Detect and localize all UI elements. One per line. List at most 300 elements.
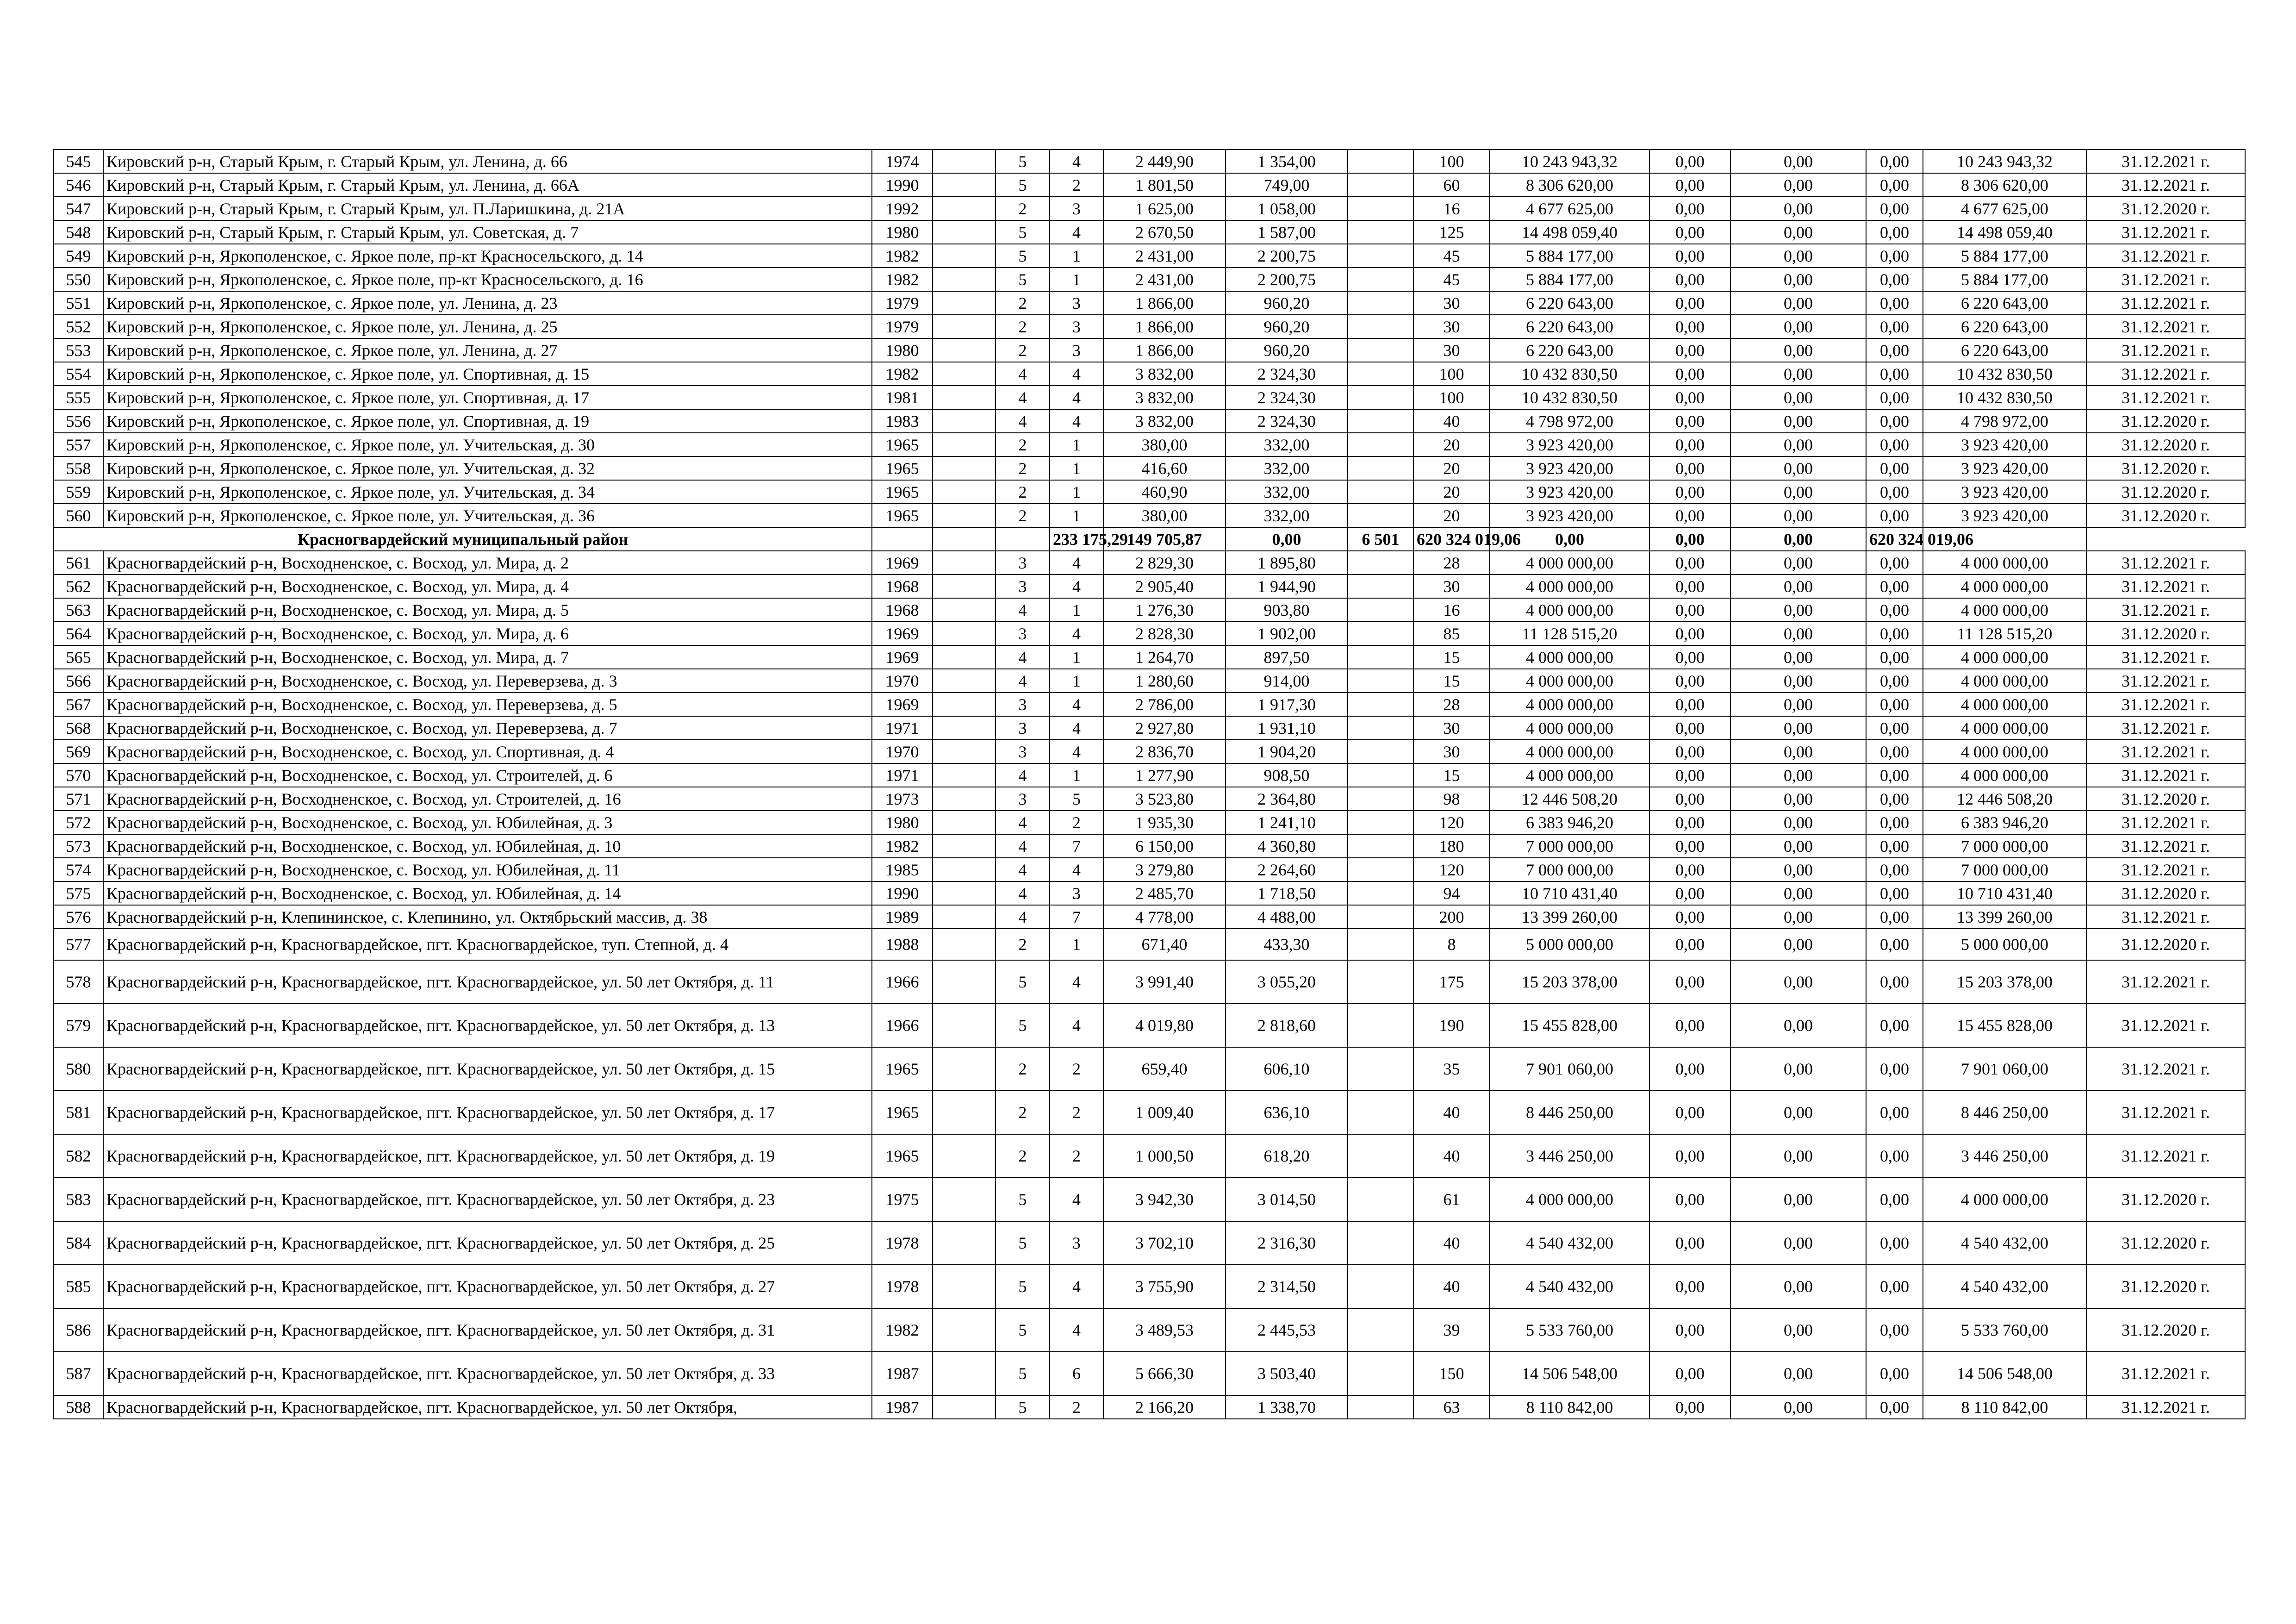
total-area-cell: 2 485,70 (1103, 881, 1226, 905)
table-row (54, 1221, 2245, 1265)
residents-cell: 45 (1413, 268, 1490, 291)
living-area-cell: 1 895,80 (1226, 551, 1348, 575)
floors-cell: 3 (996, 787, 1050, 811)
row-number-cell: 583 (54, 1178, 103, 1221)
year-built-cell: 1981 (872, 386, 933, 409)
deadline-cell: 31.12.2021 г. (2086, 315, 2245, 338)
row-number-cell: 550 (54, 268, 103, 291)
fund-share-cell: 0,00 (1649, 1047, 1730, 1091)
row-number-cell: 573 (54, 834, 103, 858)
total-area-cell: 659,40 (1103, 1047, 1226, 1091)
total-cost-cell: 6 220 643,00 (1490, 315, 1649, 338)
year-built-cell: 1978 (872, 1221, 933, 1265)
total-area-cell: 3 702,10 (1103, 1221, 1226, 1265)
non-residential-area-cell (1348, 645, 1413, 669)
entrances-cell: 7 (1050, 834, 1103, 858)
living-area-cell: 606,10 (1226, 1047, 1348, 1091)
floors-cell: 4 (996, 669, 1050, 693)
regional-budget-cell: 0,00 (1730, 1134, 1866, 1178)
floors-cell: 5 (996, 1004, 1050, 1047)
address-cell: Кировский р-н, Старый Крым, г. Старый Крым, ул. Советская, д. 7 (103, 220, 872, 244)
year-built-cell: 1982 (872, 834, 933, 858)
local-budget-cell: 0,00 (1866, 598, 1923, 622)
living-area-cell: 1 904,20 (1226, 740, 1348, 763)
year-built-cell: 1988 (872, 929, 933, 960)
fund-share-cell: 0,00 (1649, 693, 1730, 716)
local-budget-cell: 0,00 (1866, 1178, 1923, 1221)
regional-budget-cell: 0,00 (1730, 197, 1866, 220)
entrances-cell: 4 (1050, 740, 1103, 763)
year-commissioned-cell (933, 693, 996, 716)
year-commissioned-cell (933, 173, 996, 197)
residents-cell: 63 (1413, 1395, 1490, 1419)
non-residential-area-cell (1348, 1221, 1413, 1265)
total-area-cell: 4 778,00 (1103, 905, 1226, 929)
deadline-cell: 31.12.2020 г. (2086, 480, 2245, 504)
fund-share-cell: 0,00 (1649, 811, 1730, 834)
local-budget-cell: 0,00 (1866, 858, 1923, 881)
regional-budget-cell: 0,00 (1730, 409, 1866, 433)
residents-cell: 20 (1413, 504, 1490, 527)
entrances-cell: 4 (1050, 1308, 1103, 1352)
total-cost-cell: 4 000 000,00 (1490, 763, 1649, 787)
owners-funds-cell: 4 000 000,00 (1923, 575, 2086, 598)
total-cost-cell: 6 220 643,00 (1490, 338, 1649, 362)
residents-cell: 120 (1413, 811, 1490, 834)
address-cell: Красногвардейский р-н, Восходненское, с. Восход, ул. Юбилейная, д. 11 (103, 858, 872, 881)
total-area-cell: 2 431,00 (1103, 268, 1226, 291)
owners-funds-cell: 10 432 830,50 (1923, 386, 2086, 409)
entrances-cell: 3 (1050, 197, 1103, 220)
local-budget-cell: 0,00 (1866, 905, 1923, 929)
owners-funds-cell: 4 677 625,00 (1923, 197, 2086, 220)
fund-share-cell: 0,00 (1649, 504, 1730, 527)
total-area-cell: 1 625,00 (1103, 197, 1226, 220)
year-built-cell: 1979 (872, 291, 933, 315)
row-number-cell: 564 (54, 622, 103, 645)
row-number-cell: 548 (54, 220, 103, 244)
entrances-cell: 1 (1050, 480, 1103, 504)
local-budget-cell: 0,00 (1866, 1308, 1923, 1352)
residents-cell: 15 (1413, 763, 1490, 787)
residents-cell: 100 (1413, 150, 1490, 173)
total-area-cell: 2 905,40 (1103, 575, 1226, 598)
non-residential-area-cell (1348, 551, 1413, 575)
fund-share-cell: 0,00 (1649, 929, 1730, 960)
row-number-cell: 580 (54, 1047, 103, 1091)
table-row (54, 504, 2245, 527)
non-residential-area-cell (1348, 669, 1413, 693)
owners-funds-cell: 13 399 260,00 (1923, 905, 2086, 929)
floors-cell: 5 (996, 150, 1050, 173)
year-commissioned-cell (933, 1352, 996, 1395)
year-built-cell: 1990 (872, 173, 933, 197)
local-budget-cell: 0,00 (1866, 787, 1923, 811)
year-commissioned-cell (933, 811, 996, 834)
year-commissioned-cell (933, 551, 996, 575)
living-area-cell: 960,20 (1226, 315, 1348, 338)
fund-share-cell: 0,00 (1649, 433, 1730, 456)
table-row (54, 787, 2245, 811)
fund-share-cell: 0,00 (1649, 291, 1730, 315)
year-commissioned-cell (933, 220, 996, 244)
entrances-cell: 1 (1050, 456, 1103, 480)
row-number-cell: 575 (54, 881, 103, 905)
local-budget-cell: 0,00 (1866, 362, 1923, 386)
total-area-cell: 3 489,53 (1103, 1308, 1226, 1352)
total-cost-cell: 3 923 420,00 (1490, 433, 1649, 456)
section-total-cell: 0,00 (1730, 527, 1866, 551)
year-commissioned-cell (933, 669, 996, 693)
address-cell: Красногвардейский р-н, Красногвардейское, пгт. Красногвардейское, ул. 50 лет Октября, д. 33 (103, 1352, 872, 1395)
fund-share-cell: 0,00 (1649, 386, 1730, 409)
local-budget-cell: 0,00 (1866, 716, 1923, 740)
floors-cell: 2 (996, 338, 1050, 362)
local-budget-cell: 0,00 (1866, 480, 1923, 504)
floors-cell: 5 (996, 1178, 1050, 1221)
row-number-cell: 553 (54, 338, 103, 362)
total-cost-cell: 11 128 515,20 (1490, 622, 1649, 645)
total-cost-cell: 8 446 250,00 (1490, 1091, 1649, 1134)
local-budget-cell: 0,00 (1866, 433, 1923, 456)
floors-cell: 3 (996, 740, 1050, 763)
address-cell: Кировский р-н, Яркополенское, с. Яркое поле, ул. Учительская, д. 36 (103, 504, 872, 527)
living-area-cell: 2 445,53 (1226, 1308, 1348, 1352)
total-area-cell: 2 166,20 (1103, 1395, 1226, 1419)
table-row (54, 362, 2245, 386)
local-budget-cell: 0,00 (1866, 1091, 1923, 1134)
fund-share-cell: 0,00 (1649, 1004, 1730, 1047)
total-cost-cell: 4 000 000,00 (1490, 1178, 1649, 1221)
entrances-cell: 2 (1050, 173, 1103, 197)
fund-share-cell: 0,00 (1649, 456, 1730, 480)
total-cost-cell: 4 000 000,00 (1490, 575, 1649, 598)
non-residential-area-cell (1348, 834, 1413, 858)
year-commissioned-cell (933, 575, 996, 598)
table-row (54, 960, 2245, 1004)
row-number-cell: 569 (54, 740, 103, 763)
row-number-cell: 554 (54, 362, 103, 386)
year-built-cell: 1983 (872, 409, 933, 433)
living-area-cell: 2 324,30 (1226, 409, 1348, 433)
total-area-cell: 2 828,30 (1103, 622, 1226, 645)
floors-cell: 2 (996, 291, 1050, 315)
table-row (54, 881, 2245, 905)
year-built-cell: 1989 (872, 905, 933, 929)
total-cost-cell: 14 498 059,40 (1490, 220, 1649, 244)
local-budget-cell: 0,00 (1866, 197, 1923, 220)
entrances-cell: 2 (1050, 1047, 1103, 1091)
table-row (54, 575, 2245, 598)
section-total-cell: 233 175,29 (1050, 527, 1103, 551)
address-cell: Красногвардейский р-н, Красногвардейское, пгт. Красногвардейское, ул. 50 лет Октября, д. 15 (103, 1047, 872, 1091)
living-area-cell: 3 055,20 (1226, 960, 1348, 1004)
owners-funds-cell: 11 128 515,20 (1923, 622, 2086, 645)
section-total-cell: 0,00 (1490, 527, 1649, 551)
floors-cell: 4 (996, 598, 1050, 622)
living-area-cell: 433,30 (1226, 929, 1348, 960)
total-area-cell: 1 280,60 (1103, 669, 1226, 693)
residents-cell: 15 (1413, 669, 1490, 693)
deadline-cell: 31.12.2021 г. (2086, 575, 2245, 598)
living-area-cell: 914,00 (1226, 669, 1348, 693)
regional-budget-cell: 0,00 (1730, 645, 1866, 669)
residents-cell: 30 (1413, 315, 1490, 338)
year-built-cell: 1985 (872, 858, 933, 881)
year-commissioned-cell (933, 409, 996, 433)
local-budget-cell: 0,00 (1866, 1221, 1923, 1265)
total-area-cell: 3 523,80 (1103, 787, 1226, 811)
total-cost-cell: 7 901 060,00 (1490, 1047, 1649, 1091)
entrances-cell: 4 (1050, 858, 1103, 881)
regional-budget-cell: 0,00 (1730, 787, 1866, 811)
entrances-cell: 6 (1050, 1352, 1103, 1395)
total-area-cell: 5 666,30 (1103, 1352, 1226, 1395)
regional-budget-cell: 0,00 (1730, 1004, 1866, 1047)
total-area-cell: 3 755,90 (1103, 1265, 1226, 1308)
regional-budget-cell: 0,00 (1730, 1352, 1866, 1395)
regional-budget-cell: 0,00 (1730, 1308, 1866, 1352)
residents-cell: 120 (1413, 858, 1490, 881)
fund-share-cell: 0,00 (1649, 1308, 1730, 1352)
row-number-cell: 558 (54, 456, 103, 480)
year-built-cell: 1969 (872, 645, 933, 669)
table-row (54, 220, 2245, 244)
year-commissioned-cell (933, 905, 996, 929)
year-built-cell: 1990 (872, 881, 933, 905)
local-budget-cell: 0,00 (1866, 386, 1923, 409)
year-commissioned-cell (933, 645, 996, 669)
entrances-cell: 4 (1050, 551, 1103, 575)
total-area-cell: 2 431,00 (1103, 244, 1226, 268)
entrances-cell: 1 (1050, 244, 1103, 268)
total-area-cell: 1 000,50 (1103, 1134, 1226, 1178)
total-cost-cell: 10 432 830,50 (1490, 362, 1649, 386)
total-area-cell: 1 935,30 (1103, 811, 1226, 834)
entrances-cell: 3 (1050, 338, 1103, 362)
owners-funds-cell: 12 446 508,20 (1923, 787, 2086, 811)
local-budget-cell: 0,00 (1866, 315, 1923, 338)
address-cell: Красногвардейский р-н, Восходненское, с. Восход, ул. Мира, д. 5 (103, 598, 872, 622)
floors-cell: 5 (996, 1352, 1050, 1395)
owners-funds-cell: 10 432 830,50 (1923, 362, 2086, 386)
address-cell: Красногвардейский р-н, Восходненское, с. Восход, ул. Юбилейная, д. 3 (103, 811, 872, 834)
regional-budget-cell: 0,00 (1730, 1047, 1866, 1091)
table-row (54, 669, 2245, 693)
regional-budget-cell: 0,00 (1730, 315, 1866, 338)
floors-cell: 5 (996, 220, 1050, 244)
address-cell: Кировский р-н, Яркополенское, с. Яркое поле, ул. Спортивная, д. 15 (103, 362, 872, 386)
residents-cell: 20 (1413, 456, 1490, 480)
table-row (54, 598, 2245, 622)
total-cost-cell: 3 446 250,00 (1490, 1134, 1649, 1178)
floors-cell: 4 (996, 362, 1050, 386)
fund-share-cell: 0,00 (1649, 598, 1730, 622)
year-commissioned-cell (933, 1178, 996, 1221)
fund-share-cell: 0,00 (1649, 622, 1730, 645)
fund-share-cell: 0,00 (1649, 1091, 1730, 1134)
regional-budget-cell: 0,00 (1730, 244, 1866, 268)
regional-budget-cell: 0,00 (1730, 291, 1866, 315)
non-residential-area-cell (1348, 173, 1413, 197)
address-cell: Красногвардейский р-н, Клепининское, с. Клепинино, ул. Октябрьский массив, д. 38 (103, 905, 872, 929)
floors-cell: 4 (996, 905, 1050, 929)
regional-budget-cell: 0,00 (1730, 858, 1866, 881)
owners-funds-cell: 7 000 000,00 (1923, 858, 2086, 881)
row-number-cell: 581 (54, 1091, 103, 1134)
non-residential-area-cell (1348, 740, 1413, 763)
deadline-cell: 31.12.2021 г. (2086, 645, 2245, 669)
table-row (54, 645, 2245, 669)
floors-cell: 4 (996, 763, 1050, 787)
residents-cell: 28 (1413, 693, 1490, 716)
table-row (54, 1395, 2245, 1419)
total-area-cell: 3 832,00 (1103, 409, 1226, 433)
owners-funds-cell: 10 710 431,40 (1923, 881, 2086, 905)
non-residential-area-cell (1348, 362, 1413, 386)
local-budget-cell: 0,00 (1866, 268, 1923, 291)
non-residential-area-cell (1348, 150, 1413, 173)
non-residential-area-cell (1348, 504, 1413, 527)
year-commissioned-cell (933, 763, 996, 787)
living-area-cell: 897,50 (1226, 645, 1348, 669)
section-total-cell: 0,00 (1649, 527, 1730, 551)
total-area-cell: 6 150,00 (1103, 834, 1226, 858)
year-built-cell: 1969 (872, 693, 933, 716)
total-area-cell: 416,60 (1103, 456, 1226, 480)
total-cost-cell: 8 110 842,00 (1490, 1395, 1649, 1419)
total-cost-cell: 4 798 972,00 (1490, 409, 1649, 433)
year-commissioned-cell (933, 1134, 996, 1178)
year-built-cell: 1968 (872, 598, 933, 622)
section-total-row (54, 527, 2245, 551)
address-cell: Кировский р-н, Старый Крым, г. Старый Крым, ул. Ленина, д. 66А (103, 173, 872, 197)
entrances-cell: 1 (1050, 504, 1103, 527)
row-number-cell: 556 (54, 409, 103, 433)
address-cell: Красногвардейский р-н, Красногвардейское, пгт. Красногвардейское, ул. 50 лет Октября, (103, 1395, 872, 1419)
table-row (54, 268, 2245, 291)
residents-cell: 94 (1413, 881, 1490, 905)
local-budget-cell: 0,00 (1866, 575, 1923, 598)
total-cost-cell: 7 000 000,00 (1490, 834, 1649, 858)
floors-cell: 5 (996, 1308, 1050, 1352)
owners-funds-cell: 4 000 000,00 (1923, 598, 2086, 622)
local-budget-cell: 0,00 (1866, 504, 1923, 527)
table-row (54, 811, 2245, 834)
floors-cell: 5 (996, 1265, 1050, 1308)
local-budget-cell: 0,00 (1866, 1134, 1923, 1178)
local-budget-cell: 0,00 (1866, 291, 1923, 315)
total-area-cell: 2 836,70 (1103, 740, 1226, 763)
total-cost-cell: 15 455 828,00 (1490, 1004, 1649, 1047)
owners-funds-cell: 4 000 000,00 (1923, 669, 2086, 693)
total-area-cell: 671,40 (1103, 929, 1226, 960)
regional-budget-cell: 0,00 (1730, 220, 1866, 244)
living-area-cell: 1 058,00 (1226, 197, 1348, 220)
table-row (54, 244, 2245, 268)
residents-cell: 150 (1413, 1352, 1490, 1395)
year-built-cell: 1966 (872, 960, 933, 1004)
total-area-cell: 1 276,30 (1103, 598, 1226, 622)
non-residential-area-cell (1348, 197, 1413, 220)
deadline-cell: 31.12.2021 г. (2086, 1091, 2245, 1134)
non-residential-area-cell (1348, 315, 1413, 338)
year-built-cell: 1965 (872, 1047, 933, 1091)
total-cost-cell: 10 243 943,32 (1490, 150, 1649, 173)
year-built-cell: 1980 (872, 811, 933, 834)
living-area-cell: 960,20 (1226, 338, 1348, 362)
regional-budget-cell: 0,00 (1730, 338, 1866, 362)
deadline-cell: 31.12.2021 г. (2086, 740, 2245, 763)
floors-cell: 2 (996, 1134, 1050, 1178)
floors-cell: 4 (996, 834, 1050, 858)
owners-funds-cell: 14 506 548,00 (1923, 1352, 2086, 1395)
year-commissioned-cell (933, 1395, 996, 1419)
living-area-cell: 1 902,00 (1226, 622, 1348, 645)
regional-budget-cell: 0,00 (1730, 362, 1866, 386)
owners-funds-cell: 4 000 000,00 (1923, 716, 2086, 740)
address-cell: Кировский р-н, Яркополенское, с. Яркое поле, ул. Спортивная, д. 19 (103, 409, 872, 433)
table-row (54, 197, 2245, 220)
entrances-cell: 4 (1050, 1265, 1103, 1308)
fund-share-cell: 0,00 (1649, 960, 1730, 1004)
address-cell: Красногвардейский р-н, Красногвардейское, пгт. Красногвардейское, туп. Степной, д. 4 (103, 929, 872, 960)
entrances-cell: 4 (1050, 575, 1103, 598)
non-residential-area-cell (1348, 1134, 1413, 1178)
year-built-cell: 1974 (872, 150, 933, 173)
residents-cell: 40 (1413, 1265, 1490, 1308)
fund-share-cell: 0,00 (1649, 905, 1730, 929)
residents-cell: 100 (1413, 362, 1490, 386)
row-number-cell: 545 (54, 150, 103, 173)
year-built-cell: 1965 (872, 504, 933, 527)
year-commissioned-cell (933, 622, 996, 645)
living-area-cell: 1 917,30 (1226, 693, 1348, 716)
residents-cell: 61 (1413, 1178, 1490, 1221)
fund-share-cell: 0,00 (1649, 716, 1730, 740)
total-cost-cell: 15 203 378,00 (1490, 960, 1649, 1004)
non-residential-area-cell (1348, 386, 1413, 409)
table-row (54, 315, 2245, 338)
section-total-cell: 620 324 019,06 (1413, 527, 1490, 551)
fund-share-cell: 0,00 (1649, 1265, 1730, 1308)
total-cost-cell: 10 710 431,40 (1490, 881, 1649, 905)
residents-cell: 35 (1413, 1047, 1490, 1091)
regional-budget-cell: 0,00 (1730, 433, 1866, 456)
residents-cell: 16 (1413, 197, 1490, 220)
year-built-cell: 1971 (872, 763, 933, 787)
floors-cell: 2 (996, 929, 1050, 960)
floors-cell: 2 (996, 480, 1050, 504)
non-residential-area-cell (1348, 1178, 1413, 1221)
owners-funds-cell: 4 540 432,00 (1923, 1221, 2086, 1265)
deadline-cell: 31.12.2021 г. (2086, 1352, 2245, 1395)
residents-cell: 30 (1413, 575, 1490, 598)
fund-share-cell: 0,00 (1649, 1134, 1730, 1178)
owners-funds-cell: 8 446 250,00 (1923, 1091, 2086, 1134)
local-budget-cell: 0,00 (1866, 1265, 1923, 1308)
deadline-cell: 31.12.2020 г. (2086, 456, 2245, 480)
non-residential-area-cell (1348, 433, 1413, 456)
year-built-cell: 1966 (872, 1004, 933, 1047)
fund-share-cell: 0,00 (1649, 362, 1730, 386)
living-area-cell: 903,80 (1226, 598, 1348, 622)
year-commissioned-cell (933, 881, 996, 905)
table-row (54, 693, 2245, 716)
address-cell: Кировский р-н, Яркополенское, с. Яркое поле, пр-кт Красносельского, д. 16 (103, 268, 872, 291)
row-number-cell: 549 (54, 244, 103, 268)
table-row (54, 338, 2245, 362)
